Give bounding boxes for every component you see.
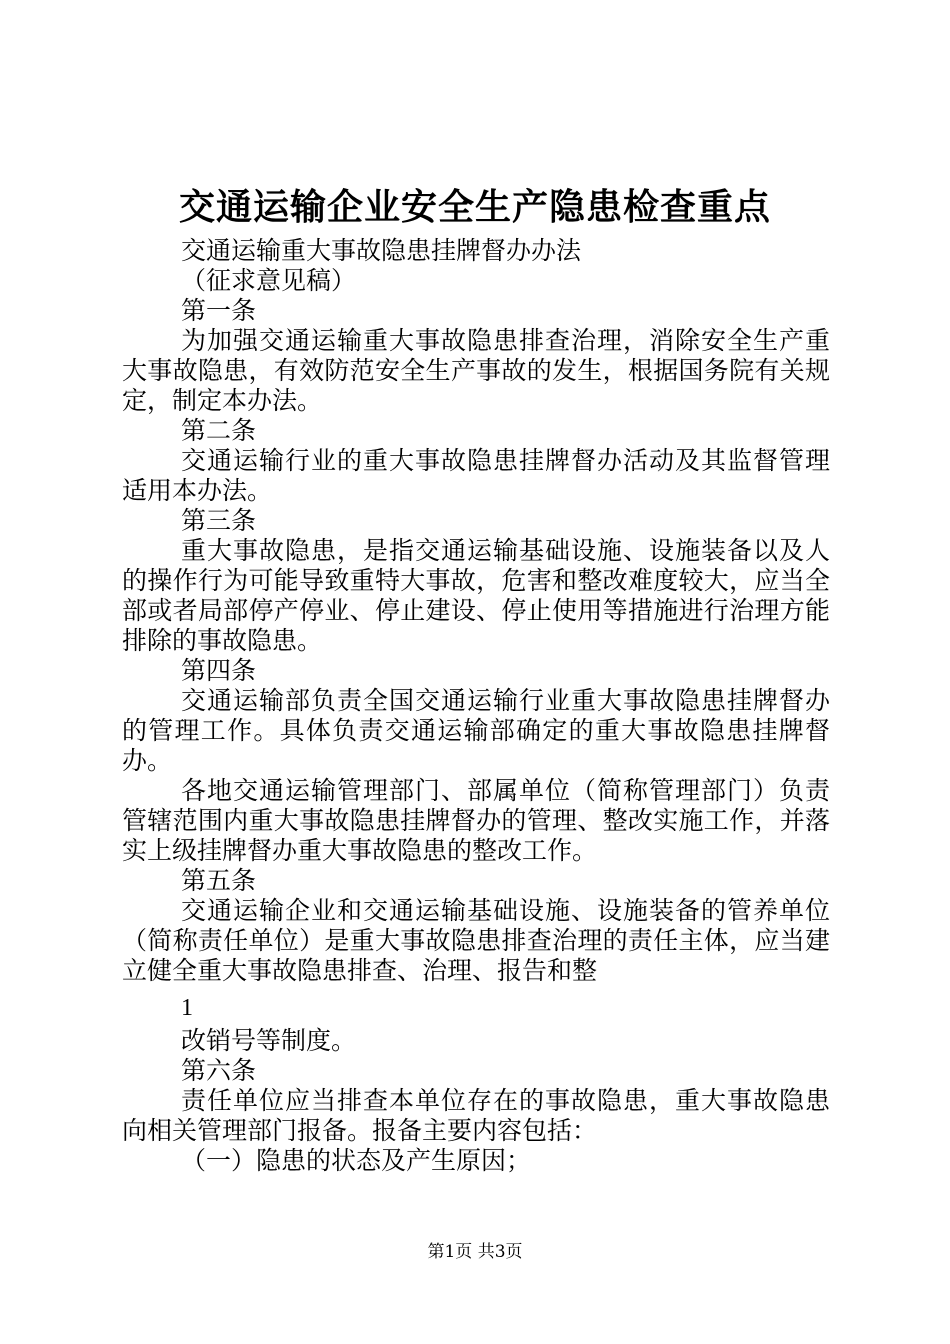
document-body: [122, 236, 830, 1176]
article-heading: 第一条: [181, 296, 257, 325]
article-heading: 第五条: [181, 866, 257, 895]
paragraph: 交通运输企业和交通运输基础设施、设施装备的管养单位（简称责任单位）是重大事故隐患排查治理的责任主体，应当建立健全重大事故隐患排查、治理、报告和整: [122, 896, 830, 985]
paragraph: 各地交通运输管理部门、部属单位（简称管理部门）负责管辖范围内重大事故隐患挂牌督办的管理、整改实施工作，并落实上级挂牌督办重大事故隐患的整改工作。: [122, 776, 830, 865]
paragraph: 交通运输重大事故隐患挂牌督办办法: [181, 236, 582, 265]
article-heading: 第四条: [181, 656, 257, 685]
article-heading: 第六条: [181, 1056, 257, 1085]
page-footer: 第1页 共3页: [427, 1242, 523, 1262]
paragraph: （征求意见稿）: [181, 266, 357, 295]
paragraph: 责任单位应当排查本单位存在的事故隐患，重大事故隐患向相关管理部门报备。报备主要内容包括：: [122, 1086, 830, 1145]
article-heading: 第二条: [181, 416, 257, 445]
paragraph: 交通运输行业的重大事故隐患挂牌督办活动及其监督管理适用本办法。: [122, 446, 830, 505]
inline-page-number: 1: [181, 995, 193, 1021]
paragraph: 重大事故隐患，是指交通运输基础设施、设施装备以及人的操作行为可能导致重特大事故，危害和整改难度较大，应当全部或者局部停产停业、停止建设、停止使用等措施进行治理方能排除的事故隐患。: [122, 536, 830, 655]
paragraph: （一）隐患的状态及产生原因；: [181, 1146, 532, 1175]
paragraph: 为加强交通运输重大事故隐患排查治理，消除安全生产重大事故隐患，有效防范安全生产事故的发生，根据国务院有关规定，制定本办法。: [122, 326, 830, 415]
article-heading: 第三条: [181, 506, 257, 535]
paragraph: 交通运输部负责全国交通运输行业重大事故隐患挂牌督办的管理工作。具体负责交通运输部确定的重大事故隐患挂牌督办。: [122, 686, 830, 775]
paragraph: 改销号等制度。: [181, 1026, 357, 1055]
document-title: 交通运输企业安全生产隐患检查重点: [178, 187, 771, 228]
